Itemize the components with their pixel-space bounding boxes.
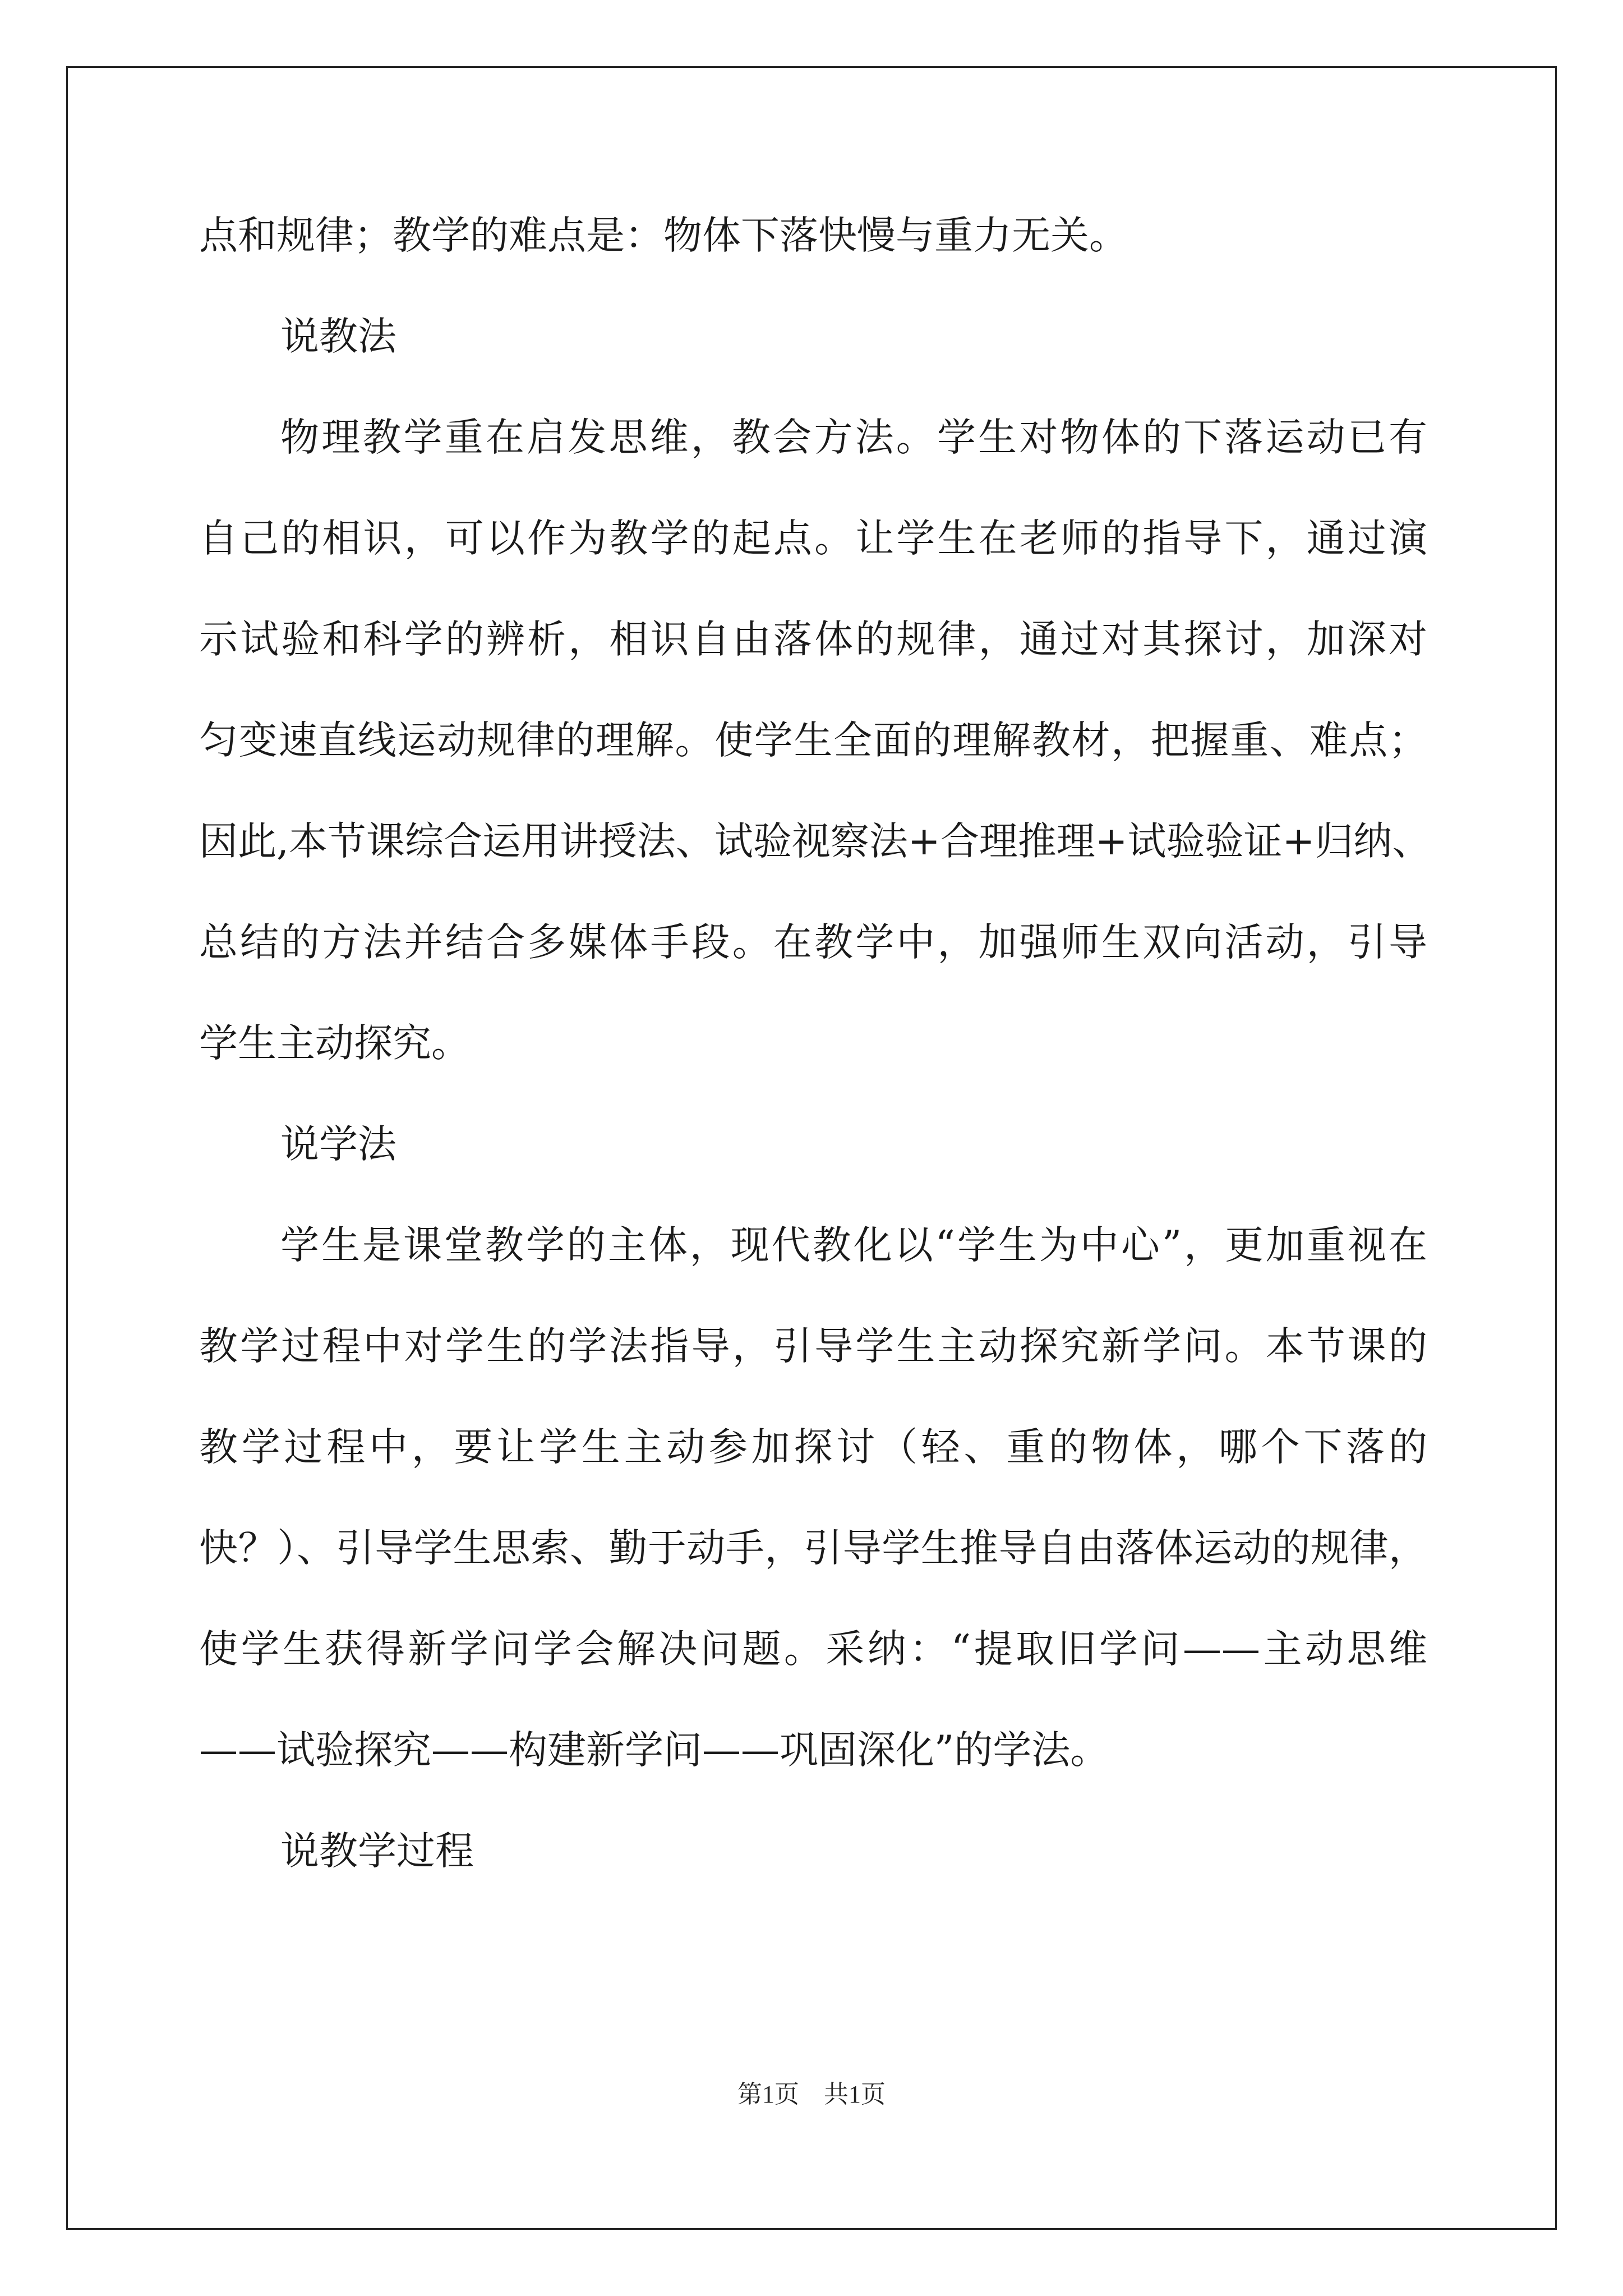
text-line: 因此,本节课综合运用讲授法、试验视察法+合理推理+试验验证+归纳、 bbox=[199, 819, 1431, 864]
text-line: 教学过程中对学生的学法指导，引导学生主动探究新学问。本节课的 bbox=[199, 1324, 1427, 1369]
section-heading-teaching-method: 说教法 bbox=[280, 314, 396, 359]
text-line: 匀变速直线运动规律的理解。使学生全面的理解教材，把握重、难点； bbox=[199, 718, 1427, 763]
text-line: 总结的方法并结合多媒体手段。在教学中，加强师生双向活动，引导 bbox=[199, 920, 1427, 965]
text-line: 使学生获得新学问学会解决问题。采纳：“提取旧学问——主动思维 bbox=[199, 1627, 1427, 1672]
text-line: ——试验探究——构建新学问——巩固深化”的学法。 bbox=[199, 1728, 1109, 1773]
text-line: 示试验和科学的辨析，相识自由落体的规律，通过对其探讨，加深对 bbox=[199, 617, 1427, 662]
page-footer: 第1页 共1页 bbox=[737, 2081, 886, 2108]
text-line: 点和规律；教学的难点是：物体下落快慢与重力无关。 bbox=[199, 213, 1128, 258]
text-line: 自己的相识，可以作为教学的起点。让学生在老师的指导下，通过演 bbox=[199, 516, 1427, 561]
text-line: 教学过程中，要让学生主动参加探讨（轻、重的物体，哪个下落的 bbox=[199, 1425, 1427, 1470]
section-heading-teaching-process: 说教学过程 bbox=[280, 1829, 474, 1874]
text-line: 学生是课堂教学的主体，现代教化以“学生为中心”，更加重视在 bbox=[280, 1223, 1427, 1268]
text-line: 学生主动探究。 bbox=[199, 1021, 470, 1066]
section-heading-learning-method: 说学法 bbox=[280, 1122, 396, 1167]
text-line: 物理教学重在启发思维，教会方法。学生对物体的下落运动已有 bbox=[280, 415, 1427, 460]
text-line: 快？）、引导学生思索、勤于动手，引导学生推导自由落体运动的规律， bbox=[199, 1526, 1427, 1571]
